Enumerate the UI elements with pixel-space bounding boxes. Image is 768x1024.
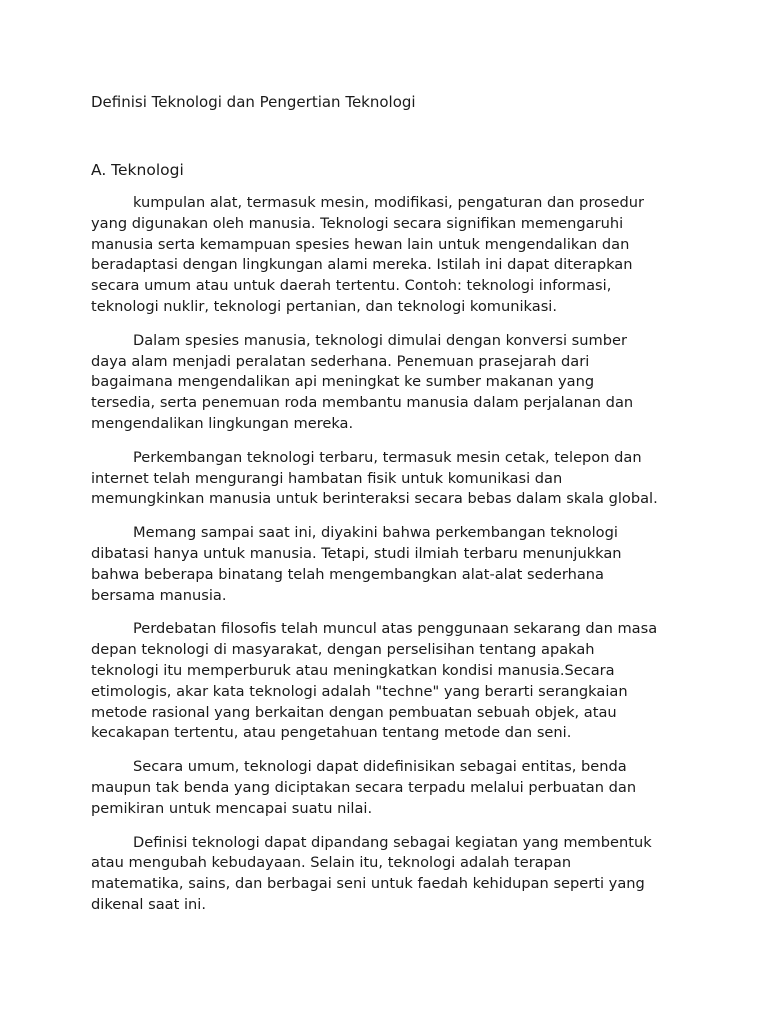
- body-paragraph: [91, 523, 691, 606]
- paragraph-line: matematika, sains, dan berbagai seni untuk faedah kehidupan seperti yang: [91, 875, 645, 893]
- paragraph-line: bersama manusia.: [91, 586, 227, 604]
- paragraph-line: secara umum atau untuk daerah tertentu. Contoh: teknologi informasi,: [91, 277, 612, 295]
- paragraph-line: manusia serta kemampuan spesies hewan lain untuk mengendalikan dan: [91, 235, 630, 253]
- paragraph-line: Memang sampai saat ini, diyakini bahwa perkembangan teknologi: [133, 524, 618, 542]
- body-paragraph: [91, 833, 691, 916]
- body-paragraph: [91, 331, 691, 435]
- paragraph-line: tersedia, serta penemuan roda membantu manusia dalam perjalanan dan: [91, 394, 634, 412]
- body-paragraph: [91, 448, 691, 510]
- body-paragraph: [91, 757, 691, 819]
- paragraph-line: memungkinkan manusia untuk berinteraksi secara bebas dalam skala global.: [91, 490, 658, 508]
- paragraph-line: Perdebatan filosofis telah muncul atas penggunaan sekarang dan masa: [133, 620, 658, 638]
- document-body: [91, 193, 691, 929]
- section-heading: A. Teknologi: [91, 161, 184, 179]
- paragraph-line: depan teknologi di masyarakat, dengan perselisihan tentang apakah: [91, 641, 595, 659]
- paragraph-line: atau mengubah kebudayaan. Selain itu, teknologi adalah terapan: [91, 854, 572, 872]
- paragraph-line: Secara umum, teknologi dapat didefinisikan sebagai entitas, benda: [133, 758, 627, 776]
- paragraph-line: kecakapan tertentu, atau pengetahuan tentang metode dan seni.: [91, 724, 572, 742]
- paragraph-line: dibatasi hanya untuk manusia. Tetapi, studi ilmiah terbaru menunjukkan: [91, 544, 622, 562]
- paragraph-line: pemikiran untuk mencapai suatu nilai.: [91, 799, 373, 817]
- paragraph-line: beradaptasi dengan lingkungan alami mereka. Istilah ini dapat diterapkan: [91, 256, 633, 274]
- paragraph-line: etimologis, akar kata teknologi adalah "techne" yang berarti serangkaian: [91, 682, 628, 700]
- body-paragraph: [91, 619, 691, 744]
- paragraph-line: mengendalikan lingkungan mereka.: [91, 414, 354, 432]
- paragraph-line: daya alam menjadi peralatan sederhana. Penemuan prasejarah dari: [91, 352, 590, 370]
- paragraph-line: internet telah mengurangi hambatan fisik untuk komunikasi dan: [91, 469, 563, 487]
- paragraph-line: kumpulan alat, termasuk mesin, modifikasi, pengaturan dan prosedur: [133, 194, 645, 211]
- document-title: Definisi Teknologi dan Pengertian Teknologi: [91, 93, 416, 111]
- paragraph-line: bagaimana mengendalikan api meningkat ke sumber makanan yang: [91, 373, 595, 391]
- paragraph-line: dikenal saat ini.: [91, 895, 206, 913]
- paragraph-line: yang digunakan oleh manusia. Teknologi secara signifikan memengaruhi: [91, 214, 624, 232]
- paragraph-line: bahwa beberapa binatang telah mengembangkan alat-alat sederhana: [91, 565, 604, 583]
- paragraph-line: maupun tak benda yang diciptakan secara terpadu melalui perbuatan dan: [91, 778, 637, 796]
- paragraph-line: teknologi nuklir, teknologi pertanian, dan teknologi komunikasi.: [91, 297, 557, 315]
- paragraph-line: Dalam spesies manusia, teknologi dimulai dengan konversi sumber: [133, 331, 627, 349]
- body-paragraph: [91, 193, 691, 318]
- paragraph-line: teknologi itu memperburuk atau meningkatkan kondisi manusia.Secara: [91, 661, 615, 679]
- paragraph-line: Definisi teknologi dapat dipandang sebagai kegiatan yang membentuk: [133, 833, 652, 851]
- paragraph-line: Perkembangan teknologi terbaru, termasuk mesin cetak, telepon dan: [133, 448, 642, 466]
- paragraph-line: metode rasional yang berkaitan dengan pembuatan sebuah objek, atau: [91, 703, 617, 721]
